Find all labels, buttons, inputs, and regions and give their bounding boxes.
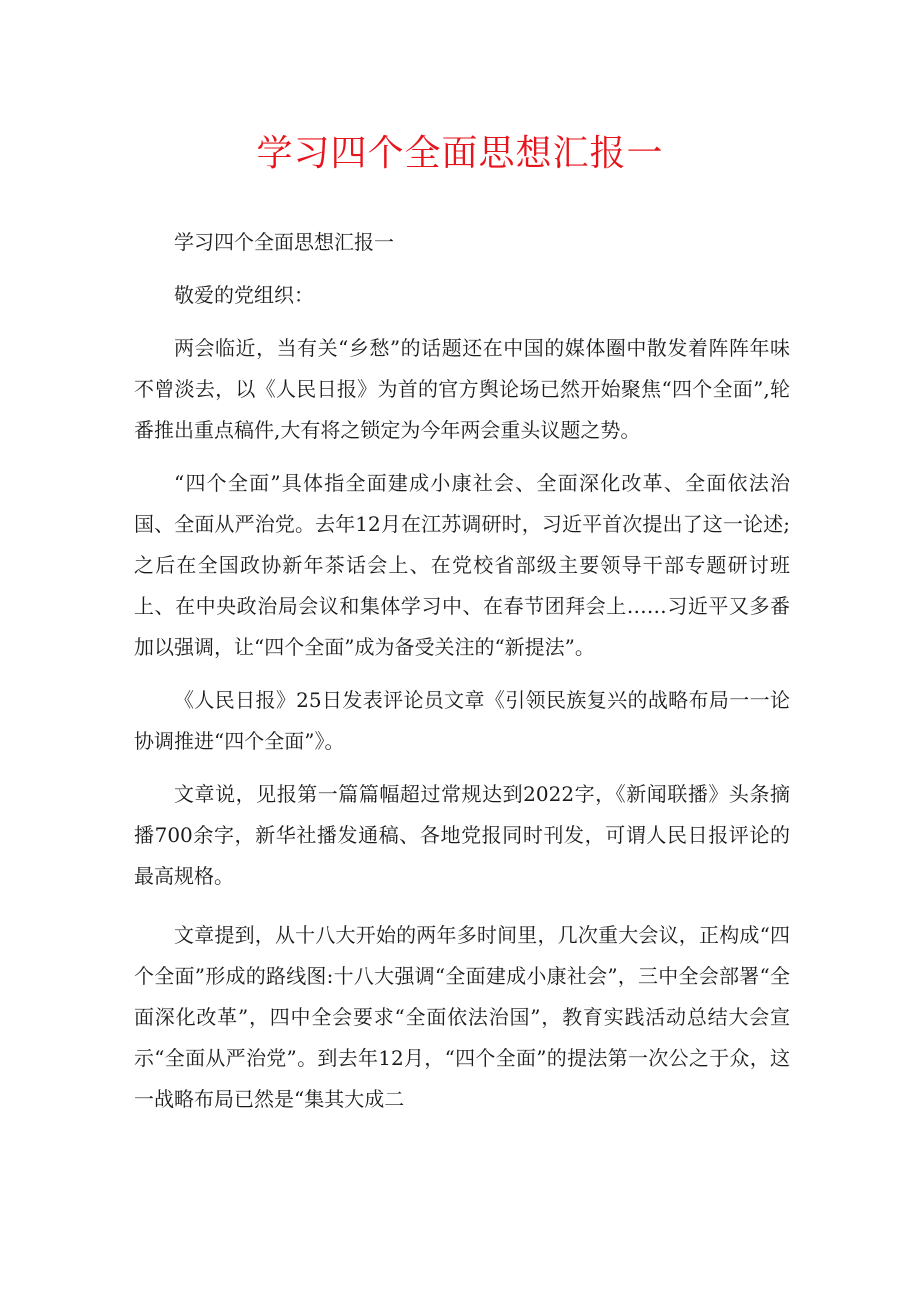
document-body (134, 222, 790, 1132)
paragraph-5: 文章提到，从十八大开始的两年多时间里，几次重大会议，正构成“四个全面”形成的路线图:十八大强调“全面建成小康社会”，三中全会部署“全面深化改革”，四中全会要求“全面依法治国”，教育实践活动总结大会宣示“全面从严治党”。到去年12月，“四个全面”的提法第一次公之于众，这一战略布局已然是“集其大成二 (134, 923, 790, 1111)
paragraph-4: 文章说，见报第一篇篇幅超过常规达到2022字，《新闻联播》头条摘播700余字，新华社播发通稿、各地党报同时刊发，可谓人民日报评论的最高规格。 (134, 782, 790, 888)
paragraph-1: 两会临近，当有关“乡愁”的话题还在中国的媒体圈中散发着阵阵年味不曾淡去，以《人民日报》为首的官方舆论场已然开始聚焦“四个全面”,轮番推出重点稿件,大有将之锁定为今年两会重头议题之势。 (134, 336, 790, 442)
paragraph-2: “四个全面”具体指全面建成小康社会、全面深化改革、全面依法治国、全面从严治党。去年12月在江苏调研时，习近平首次提出了这一论述;之后在全国政协新年茶话会上、在党校省部级主要领导干部专题研讨班上、在中央政治局会议和集体学习中、在春节团拜会上……习近平又多番加以强调，让“四个全面”成为备受关注的“新提法”。 (134, 471, 790, 659)
paragraph-3: 《人民日报》25日发表评论员文章《引领民族复兴的战略布局一一论协调推进“四个全面”》。 (134, 688, 790, 753)
paragraph-salutation: 敬爱的党组织： (174, 283, 314, 307)
paragraph-heading-repeat: 学习四个全面思想汇报一 (174, 230, 394, 254)
document-title: 学习四个全面思想汇报一 (256, 133, 664, 174)
